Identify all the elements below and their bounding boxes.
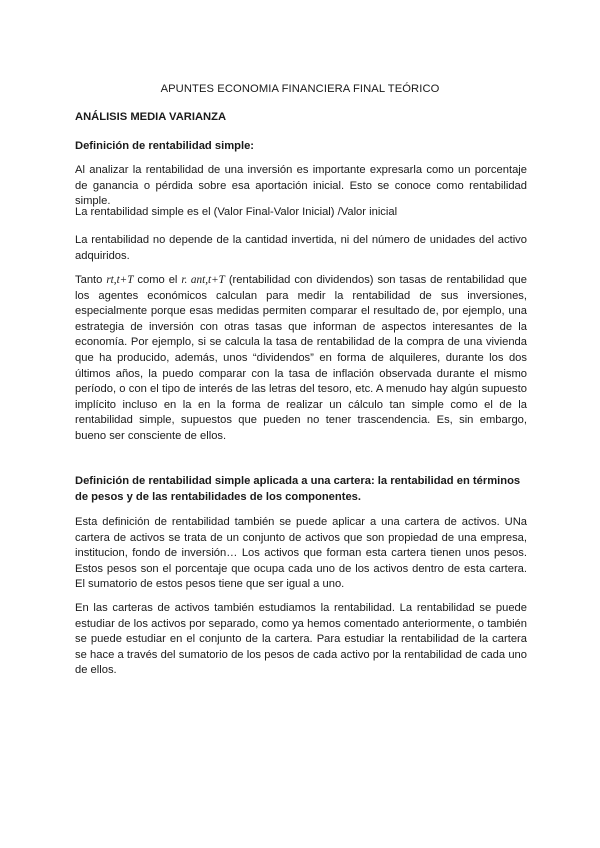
def1-heading: Definición de rentabilidad simple: bbox=[75, 140, 255, 152]
section-title: ANÁLISIS MEDIA VARIANZA bbox=[75, 111, 227, 123]
def1-paragraph-4 bbox=[75, 273, 527, 445]
formula-simple-return: rt,t+T bbox=[106, 274, 134, 286]
def2-paragraph-1: Esta definición de rentabilidad también se puede aplicar a una cartera de activos. UNa cartera de activos se trata de un conjunto de activos que son propiedad de una empresa, institucion, fondo de inversión… Los activos que forman esta cartera tienen unos pesos. Estos pesos son el porcentaje que ocupa cada uno de los activos dentro de esta cartera. El sumatorio de estos pesos tiene que ser igual a uno. bbox=[75, 516, 527, 591]
document-title: APUNTES ECONOMIA FINANCIERA FINAL TEÓRICO bbox=[160, 83, 440, 95]
def2-paragraph-2: En las carteras de activos también estudiamos la rentabilidad. La rentabilidad se puede estudiar de los activos por separado, como ya hemos comentado anteriormente, o también se puede estudiar en el conjunto de la cartera. Para estudiar la rentabilidad de la cartera se hace a través del sumatorio de los pesos de cada activo por la rentabilidad de cada uno de ellos. bbox=[75, 602, 527, 677]
def2-heading: Definición de rentabilidad simple aplicada a una cartera: la rentabilidad en términos de pesos y de las rentabilidades de los componentes. bbox=[75, 475, 521, 503]
p4-start: Tanto bbox=[75, 274, 107, 286]
def1-paragraph-2: La rentabilidad simple es el (Valor Final-Valor Inicial) /Valor inicial bbox=[75, 206, 398, 218]
formula-dividend-return: r. ant,t+T bbox=[181, 274, 225, 286]
p4-rest: (rentabilidad con dividendos) son tasas de rentabilidad que los agentes económicos calculan para medir la rentabilidad de sus inversiones, especialmente porque esas medidas permiten comparar el resultado de, por ejemplo, una estrategia de inversión con otras tasas que informan de aspectos interesantes de la economía. Por ejemplo, si se calcula la tasa de rentabilidad de la compra de una vivienda que ha producido, además, unos “dividendos” en forma de alquileres, durante los dos últimos años, la puedo comparar con la tasa de inflación observada durante el mismo período, o con el tipo de interés de las letras del tesoro, etc. A menudo hay algún supuesto implícito incluso en la en la forma de realizar un cálculo tan simple como el de la rentabilidad simple, supuestos que pueden no tener trascendencia. Es, sin embargo, bueno ser consciente de ellos. bbox=[75, 274, 527, 442]
def1-paragraph-1: Al analizar la rentabilidad de una inversión es importante expresarla como un porcentaje de ganancia o pérdida sobre esa aportación inicial. Esto se conoce como rentabilidad simple. bbox=[75, 164, 527, 208]
def1-paragraph-3: La rentabilidad no depende de la cantidad invertida, ni del número de unidades del activo adquiridos. bbox=[75, 234, 527, 262]
p4-mid: como el bbox=[133, 274, 182, 286]
